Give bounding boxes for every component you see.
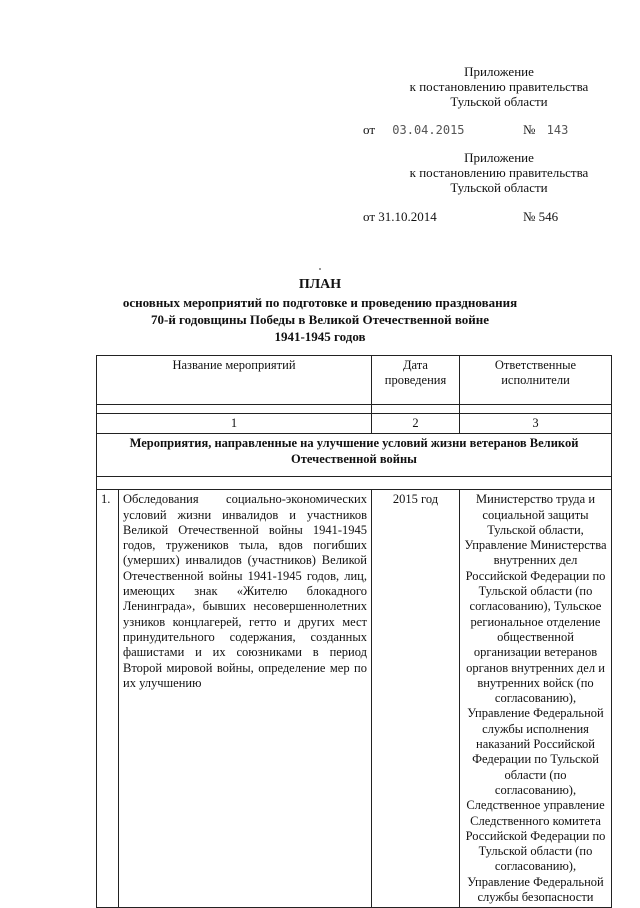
appendix-title: Приложение: [464, 64, 534, 79]
current-number-line: [523, 122, 568, 138]
stamped-date: 03.04.2015: [392, 123, 465, 137]
section-row: [97, 434, 612, 477]
column-number: 1: [97, 414, 372, 434]
column-number: 3: [460, 414, 612, 434]
appendix-title: Приложение: [464, 150, 534, 165]
row-responsible: Министерство труда и социальной защиты Тульской области, Управление Министерства внутренних дел Российской Федерации по Тульской области (по согласованию), Тульское региональное отделение общественной организации ветеранов органов внутренних дел и внутренних войск (по согласованию), Управление Федеральной службы исполнения наказаний Российской Федерации по Тульской области (по согласованию), Следственное управление Следственного комитета Российской Федерации по Тульской области (по согласованию), Управление Федеральной службы безопасности: [460, 490, 612, 908]
column-number: 2: [372, 414, 460, 434]
appendix-current: [369, 64, 629, 109]
plan-subtitle-line1: основных мероприятий по подготовке и проведению празднования: [122, 295, 518, 310]
current-date-line: [363, 122, 465, 138]
table-header-row: [97, 356, 612, 405]
header-responsible: Ответственные исполнители: [460, 356, 612, 405]
row-number: 1.: [97, 490, 119, 908]
date-prefix: от: [363, 122, 376, 137]
plan-heading: ПЛАН: [298, 277, 342, 292]
header-name: Название мероприятий: [97, 356, 372, 405]
plan-subtitle-line2: 70-й годовщины Победы в Великой Отечественной войне: [150, 312, 490, 327]
plan-table: [96, 355, 612, 908]
appendix-line: Тульской области: [450, 180, 548, 195]
number-prefix: №: [523, 122, 536, 137]
section-gap: [97, 477, 612, 490]
appendix-line: Тульской области: [450, 94, 548, 109]
previous-number-line: № 546: [523, 209, 559, 224]
appendix-line: к постановлению правительства: [409, 165, 589, 180]
previous-date-line: от 31.10.2014: [363, 209, 437, 224]
appendix-line: к постановлению правительства: [409, 79, 589, 94]
row-date: 2015 год: [372, 490, 460, 908]
stamped-number: 143: [546, 123, 569, 137]
row-event: Обследования социально-экономических условий жизни инвалидов и участников Великой Отечественной войны 1941-1945 годов, тружеников тыла, вдов погибших (умерших) инвалидов (участников) Великой Отечественной войны 1941-1945 годов, лиц, имеющих знак «Жителю блокадного Ленинграда», бывших несовершеннолетних узников концлагерей, гетто и других мест принудительного содержания, созданных фашистами и их союзниками в период Второй мировой войны, определение мер по их улучшению: [119, 490, 372, 908]
plan-subtitle-line3: 1941-1945 годов: [274, 329, 366, 344]
appendix-previous: [369, 150, 629, 195]
section-title: Мероприятия, направленные на улучшение условий жизни ветеранов Великой Отечественной войны: [97, 434, 612, 477]
table-row: [97, 490, 612, 908]
scan-speck: [319, 268, 321, 270]
header-date: Дата проведения: [372, 356, 460, 405]
column-number-row: [97, 414, 612, 434]
table-spacer: [97, 405, 612, 414]
